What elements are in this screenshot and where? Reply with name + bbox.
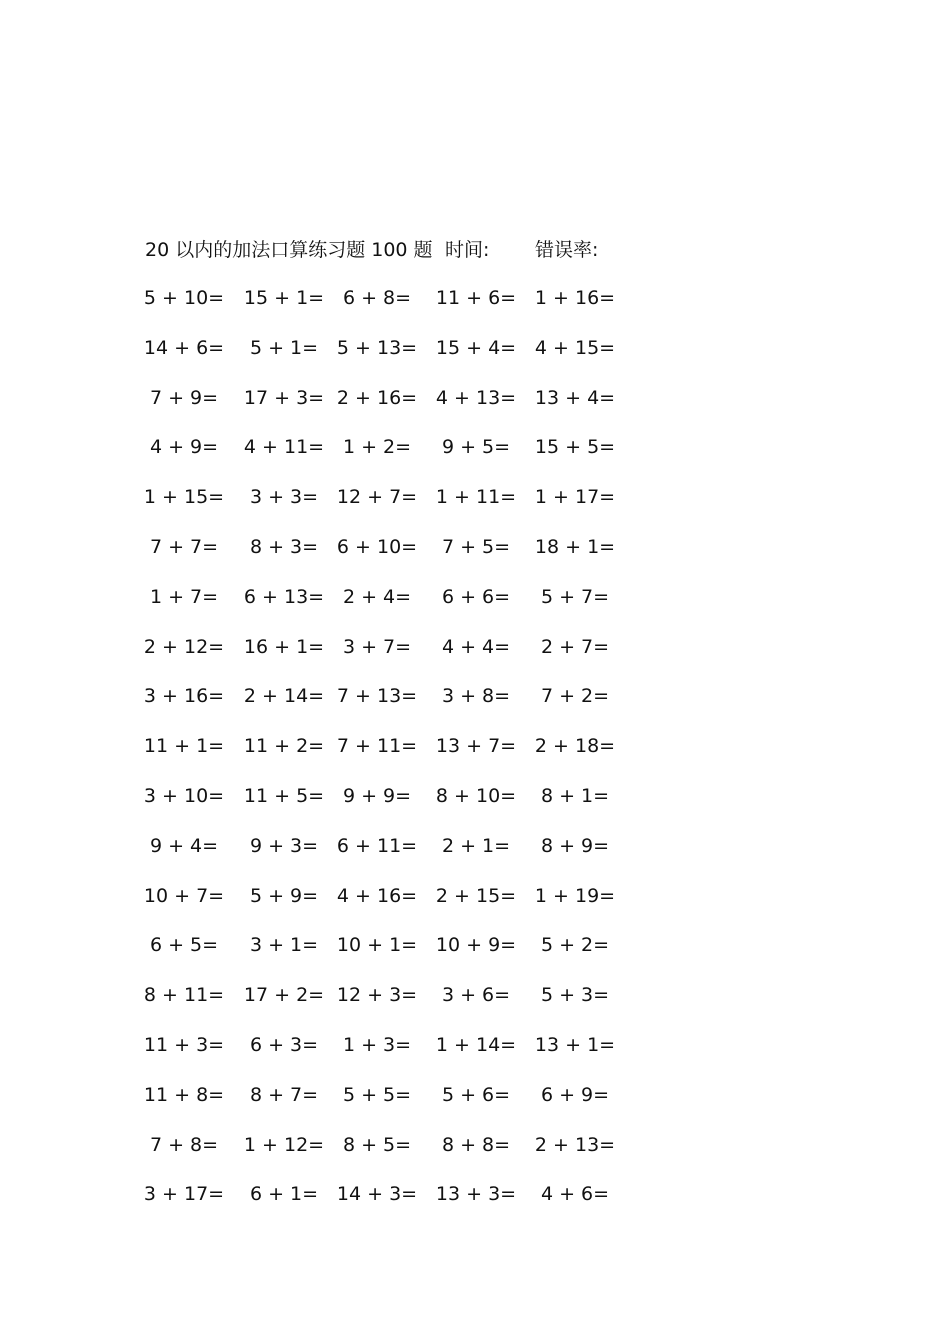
addition-problem: 5 + 6=	[441, 1083, 511, 1106]
addition-problem: 2 + 7=	[540, 635, 610, 658]
addition-problem: 9 + 4=	[149, 834, 219, 857]
addition-problem: 10 + 7=	[143, 884, 225, 907]
addition-problem: 13 + 3=	[435, 1183, 517, 1206]
addition-problem: 7 + 2=	[540, 685, 610, 708]
addition-problem: 3 + 16=	[143, 685, 225, 708]
addition-problem: 2 + 14=	[243, 685, 325, 708]
addition-problem: 7 + 13=	[336, 685, 418, 708]
addition-problem: 3 + 1=	[249, 934, 319, 957]
problem-row	[0, 483, 950, 533]
addition-problem: 14 + 6=	[143, 336, 225, 359]
addition-problem: 7 + 11=	[336, 735, 418, 758]
addition-problem: 4 + 6=	[540, 1183, 610, 1206]
addition-problem: 3 + 17=	[143, 1183, 225, 1206]
addition-problem: 3 + 3=	[249, 486, 319, 509]
addition-problem: 8 + 3=	[249, 535, 319, 558]
addition-problem: 7 + 9=	[149, 386, 219, 409]
addition-problem: 15 + 4=	[435, 336, 517, 359]
problem-row	[0, 583, 950, 633]
addition-problem: 1 + 14=	[435, 1033, 517, 1056]
addition-problem: 5 + 1=	[249, 336, 319, 359]
addition-problem: 6 + 9=	[540, 1083, 610, 1106]
addition-problem: 2 + 4=	[342, 585, 412, 608]
addition-problem: 12 + 3=	[336, 984, 418, 1007]
addition-problem: 1 + 12=	[243, 1133, 325, 1156]
addition-problem: 13 + 4=	[534, 386, 616, 409]
addition-problem: 2 + 13=	[534, 1133, 616, 1156]
addition-problem: 8 + 7=	[249, 1083, 319, 1106]
addition-problem: 1 + 7=	[149, 585, 219, 608]
problem-row	[0, 533, 950, 583]
problem-row	[0, 633, 950, 683]
worksheet-title: 20 以内的加法口算练习题 100 题	[145, 239, 433, 261]
addition-problem: 5 + 5=	[342, 1083, 412, 1106]
addition-problem: 9 + 3=	[249, 834, 319, 857]
addition-problem: 15 + 5=	[534, 436, 616, 459]
addition-problem: 13 + 7=	[435, 735, 517, 758]
addition-problem: 15 + 1=	[243, 287, 325, 309]
addition-problem: 11 + 8=	[143, 1083, 225, 1106]
problem-row	[0, 882, 950, 932]
addition-problem: 3 + 6=	[441, 984, 511, 1007]
addition-problem: 4 + 4=	[441, 635, 511, 658]
addition-problem: 1 + 2=	[342, 436, 412, 459]
problem-row	[0, 1180, 950, 1230]
problem-row	[0, 1081, 950, 1131]
problem-grid	[0, 284, 950, 1230]
addition-problem: 5 + 10=	[143, 287, 225, 309]
addition-problem: 8 + 11=	[143, 984, 225, 1007]
addition-problem: 9 + 9=	[342, 784, 412, 807]
addition-problem: 17 + 3=	[243, 386, 325, 409]
addition-problem: 10 + 1=	[336, 934, 418, 957]
addition-problem: 2 + 12=	[143, 635, 225, 658]
addition-problem: 10 + 9=	[435, 934, 517, 957]
problem-row	[0, 1031, 950, 1081]
time-label: 时间:	[445, 239, 490, 261]
addition-problem: 4 + 13=	[435, 386, 517, 409]
addition-problem: 7 + 8=	[149, 1133, 219, 1156]
addition-problem: 2 + 1=	[441, 834, 511, 857]
addition-problem: 4 + 9=	[149, 436, 219, 459]
addition-problem: 6 + 5=	[149, 934, 219, 957]
addition-problem: 7 + 7=	[149, 535, 219, 558]
problem-row	[0, 981, 950, 1031]
problem-row	[0, 931, 950, 981]
addition-problem: 5 + 7=	[540, 585, 610, 608]
addition-problem: 8 + 8=	[441, 1133, 511, 1156]
addition-problem: 13 + 1=	[534, 1033, 616, 1056]
addition-problem: 17 + 2=	[243, 984, 325, 1007]
addition-problem: 6 + 8=	[342, 287, 412, 309]
addition-problem: 5 + 2=	[540, 934, 610, 957]
addition-problem: 8 + 9=	[540, 834, 610, 857]
addition-problem: 2 + 15=	[435, 884, 517, 907]
addition-problem: 11 + 3=	[143, 1033, 225, 1056]
addition-problem: 4 + 16=	[336, 884, 418, 907]
addition-problem: 11 + 1=	[143, 735, 225, 758]
problem-row	[0, 782, 950, 832]
problem-row	[0, 433, 950, 483]
addition-problem: 8 + 5=	[342, 1133, 412, 1156]
addition-problem: 5 + 3=	[540, 984, 610, 1007]
problem-row	[0, 832, 950, 882]
addition-problem: 5 + 9=	[249, 884, 319, 907]
addition-problem: 4 + 15=	[534, 336, 616, 359]
addition-problem: 1 + 11=	[435, 486, 517, 509]
problem-row	[0, 284, 950, 334]
addition-problem: 3 + 10=	[143, 784, 225, 807]
addition-problem: 3 + 7=	[342, 635, 412, 658]
addition-problem: 2 + 16=	[336, 386, 418, 409]
addition-problem: 1 + 15=	[143, 486, 225, 509]
addition-problem: 9 + 5=	[441, 436, 511, 459]
addition-problem: 6 + 10=	[336, 535, 418, 558]
error-rate-label: 错误率:	[535, 239, 599, 261]
addition-problem: 16 + 1=	[243, 635, 325, 658]
problem-row	[0, 334, 950, 384]
addition-problem: 8 + 1=	[540, 784, 610, 807]
addition-problem: 6 + 13=	[243, 585, 325, 608]
addition-problem: 14 + 3=	[336, 1183, 418, 1206]
addition-problem: 11 + 5=	[243, 784, 325, 807]
addition-problem: 2 + 18=	[534, 735, 616, 758]
addition-problem: 1 + 19=	[534, 884, 616, 907]
addition-problem: 18 + 1=	[534, 535, 616, 558]
addition-problem: 3 + 8=	[441, 685, 511, 708]
addition-problem: 6 + 11=	[336, 834, 418, 857]
addition-problem: 6 + 6=	[441, 585, 511, 608]
problem-row	[0, 732, 950, 782]
problem-row	[0, 384, 950, 434]
addition-problem: 1 + 3=	[342, 1033, 412, 1056]
problem-row	[0, 1131, 950, 1181]
problem-row	[0, 682, 950, 732]
addition-problem: 4 + 11=	[243, 436, 325, 459]
addition-problem: 1 + 16=	[534, 287, 616, 309]
addition-problem: 1 + 17=	[534, 486, 616, 509]
addition-problem: 11 + 6=	[435, 287, 517, 309]
addition-problem: 6 + 1=	[249, 1183, 319, 1206]
addition-problem: 11 + 2=	[243, 735, 325, 758]
addition-problem: 12 + 7=	[336, 486, 418, 509]
addition-problem: 6 + 3=	[249, 1033, 319, 1056]
addition-problem: 8 + 10=	[435, 784, 517, 807]
addition-problem: 7 + 5=	[441, 535, 511, 558]
addition-problem: 5 + 13=	[336, 336, 418, 359]
